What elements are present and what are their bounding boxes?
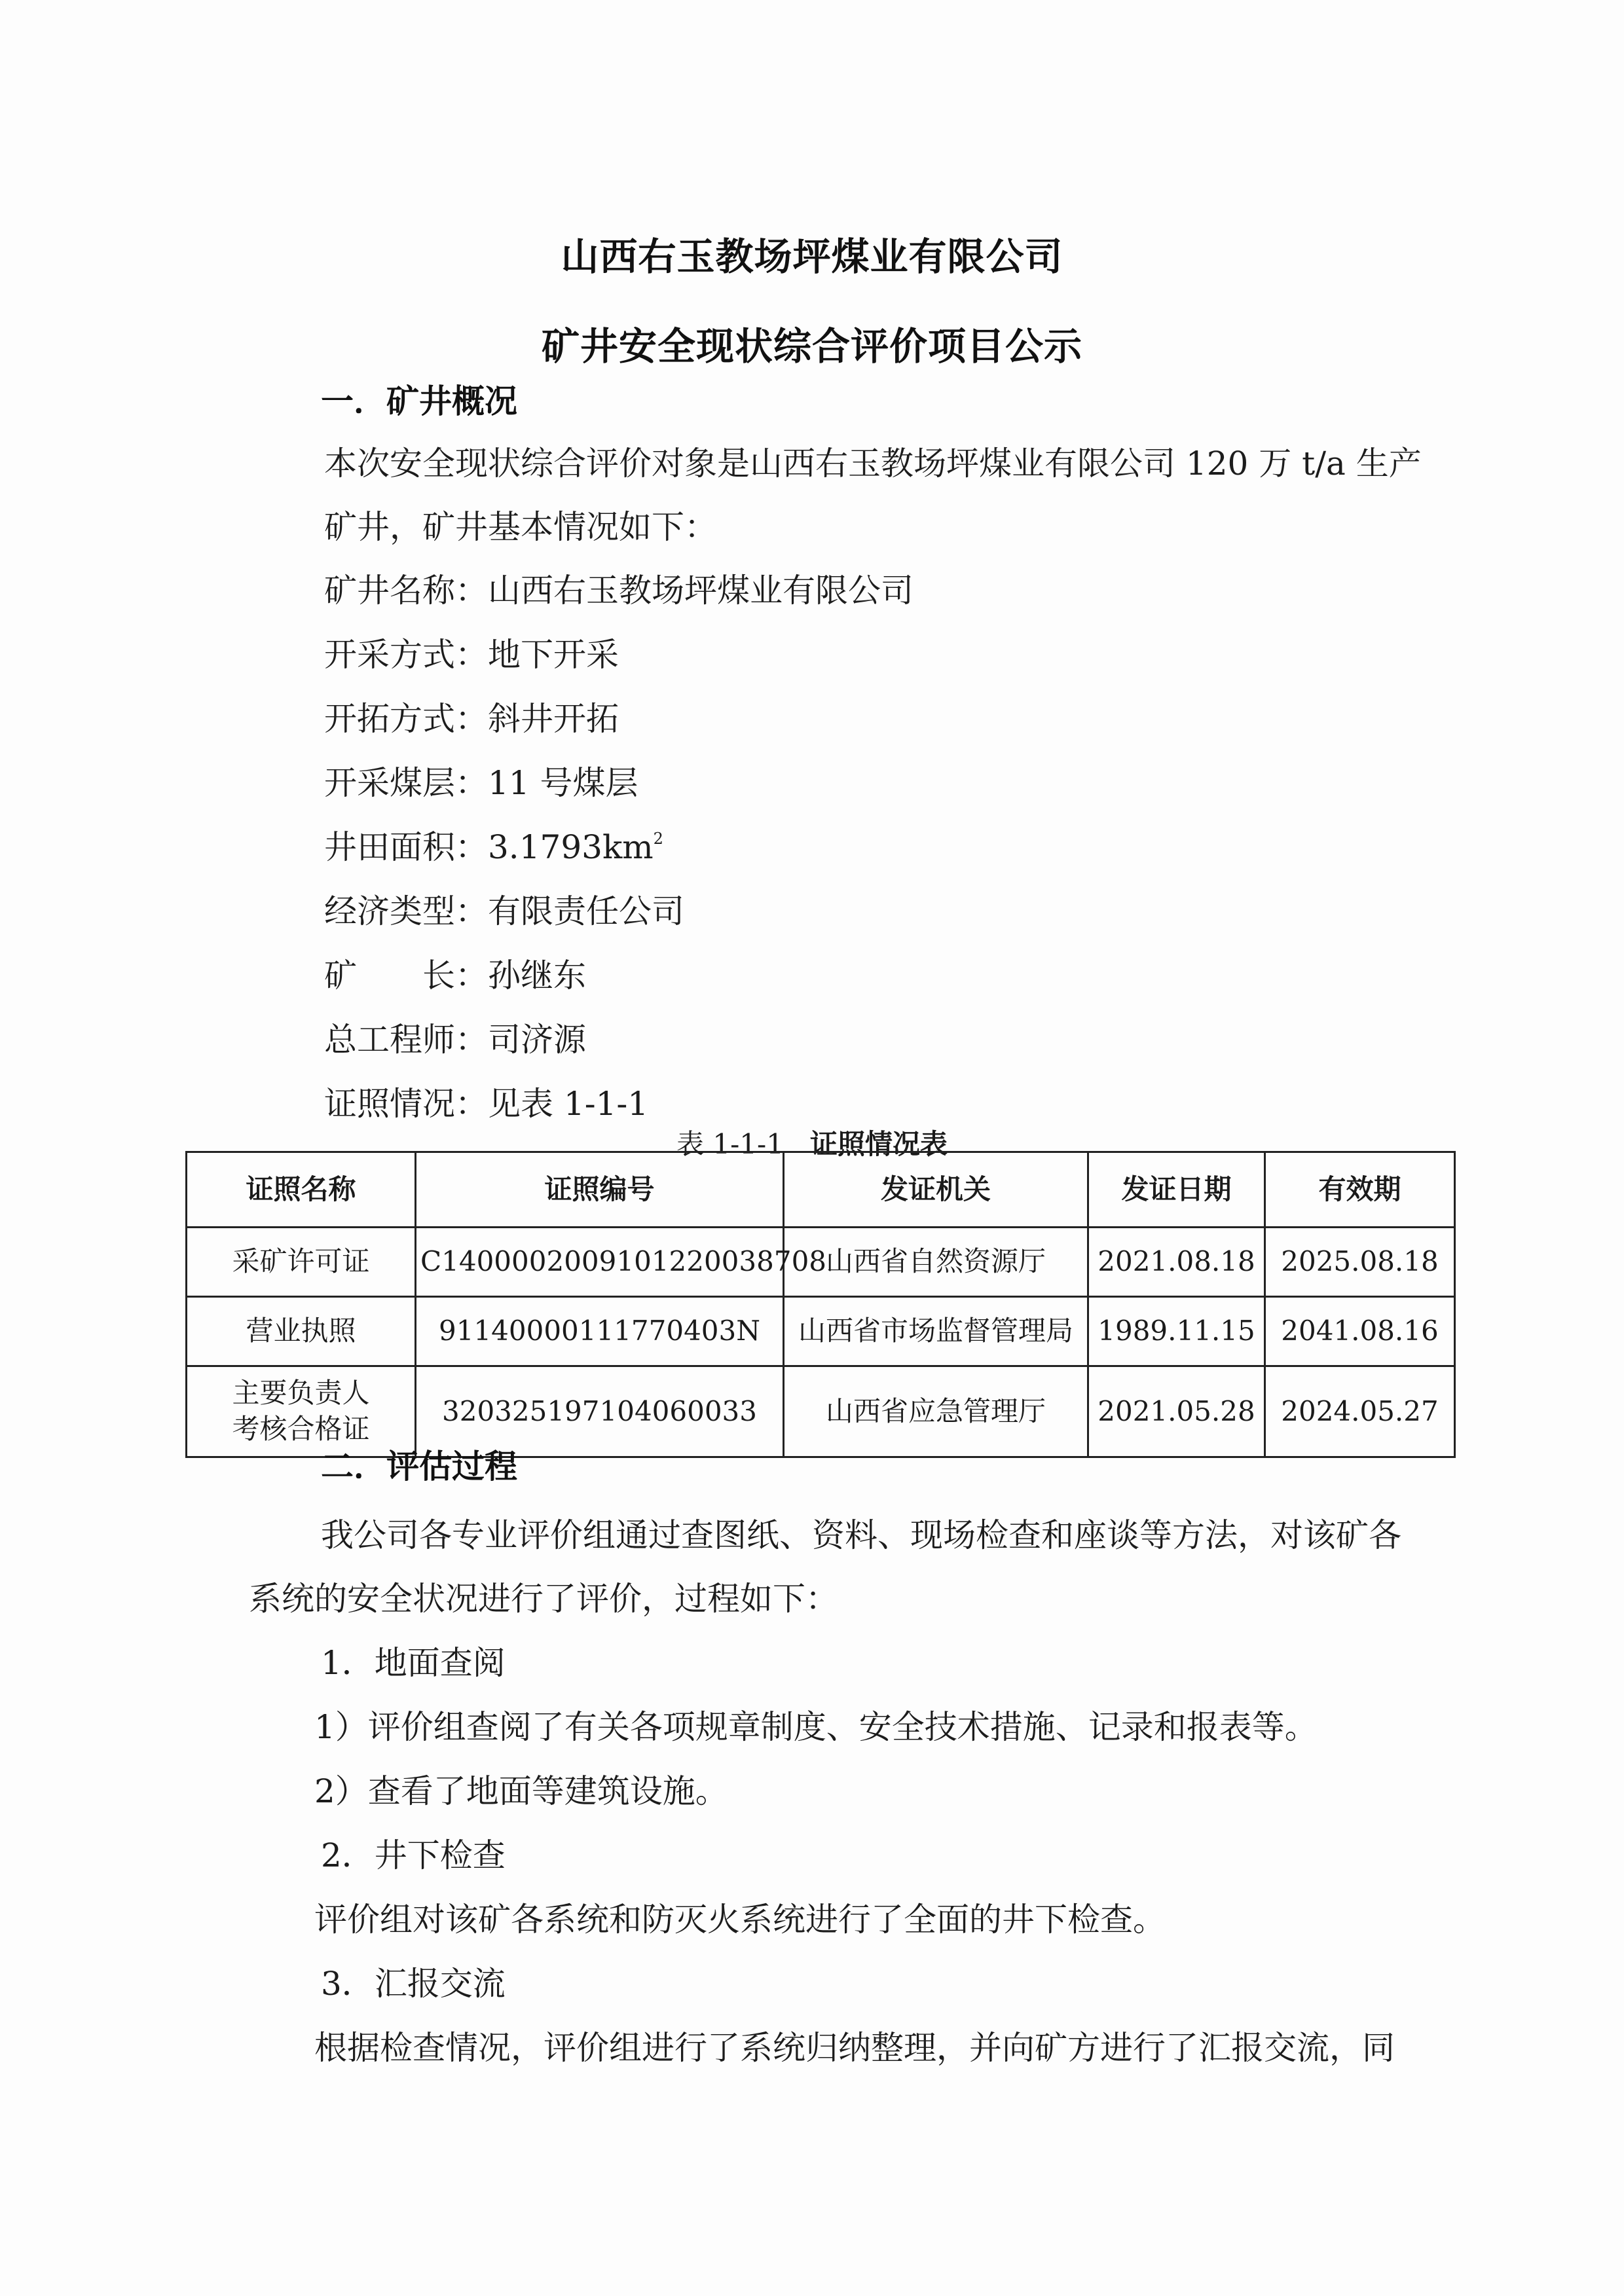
table-cell: 2021.08.18 [1088,1228,1265,1297]
table-header: 有效期 [1265,1152,1455,1228]
field-development-method [324,693,619,740]
field-economic-type [324,885,684,932]
field-mining-method [324,629,619,676]
field-value: 司济源 [488,1021,586,1059]
table-row [187,1297,1455,1366]
field-value: 3.1793km [488,828,654,866]
field-chief-engineer [324,1013,586,1061]
field-coal-seam [324,757,638,804]
item-1-title: 1．地面查阅 [321,1644,506,1682]
item-1-sub-2: 2）查看了地面等建筑设施。 [314,1772,728,1810]
item-1-sub-1: 1）评价组查阅了有关各项规章制度、安全技术措施、记录和报表等。 [314,1708,1318,1746]
field-label: 井田面积： [324,828,488,866]
field-value: 有限责任公司 [488,892,684,930]
table-cell: 2024.05.27 [1265,1366,1455,1457]
field-label: 开拓方式： [324,700,488,738]
para-1-line-2: 系统的安全状况进行了评价，过程如下： [249,1580,838,1618]
table-cell: 1989.11.15 [1088,1297,1265,1366]
table-cell: 山西省自然资源厅 [784,1228,1088,1297]
table-cell: 山西省市场监督管理局 [784,1297,1088,1366]
table-row [187,1228,1455,1297]
field-label: 证照情况： [324,1085,488,1123]
field-label: 开采煤层： [324,764,488,802]
field-mine-name [324,564,913,611]
field-field-area [324,821,663,868]
field-certificates [324,1078,648,1125]
title-line-2: 矿井安全现状综合评价项目公示 [541,324,1082,369]
table-caption-title: 证照情况表 [809,1128,948,1160]
certificate-table [185,1151,1456,1458]
table-caption-number: 表 1-1-1 [676,1128,784,1160]
para-1-line-1: 我公司各专业评价组通过查图纸、资料、现场检查和座谈等方法，对该矿各 [321,1516,1401,1554]
item-2-title: 2．井下检查 [321,1836,506,1874]
section-2-heading: 二．评估过程 [321,1448,517,1485]
field-value-superscript: 2 [653,829,663,848]
intro-line-1: 本次安全现状综合评价对象是山西右玉教场坪煤业有限公司 120 万 t/a 生产 [324,445,1422,483]
field-label: 矿 长： [324,957,488,994]
field-label: 矿井名称： [324,572,488,610]
table-header: 发证日期 [1088,1152,1265,1228]
item-3-title: 3．汇报交流 [321,1965,506,2003]
table-header-row [187,1152,1455,1228]
table-cell: 2021.05.28 [1088,1366,1265,1457]
table-header: 证照编号 [416,1152,784,1228]
field-label: 开采方式： [324,636,488,674]
table-cell: 2041.08.16 [1265,1297,1455,1366]
field-mine-director [324,949,586,996]
table-cell: C1400002009101220038708 [416,1228,784,1297]
table-cell: 91140000111770403N [416,1297,784,1366]
field-value: 孙继东 [488,957,586,994]
field-value: 11 号煤层 [488,764,638,802]
item-3-text: 根据检查情况，评价组进行了系统归纳整理，并向矿方进行了汇报交流，同 [314,2029,1395,2067]
table-cell: 320325197104060033 [416,1366,784,1457]
table-cell: 营业执照 [187,1297,416,1366]
field-value: 见表 1-1-1 [488,1085,649,1123]
table-header: 发证机关 [784,1152,1088,1228]
table-cell: 2025.08.18 [1265,1228,1455,1297]
field-value: 山西右玉教场坪煤业有限公司 [488,572,913,610]
item-2-text: 评价组对该矿各系统和防灭火系统进行了全面的井下检查。 [314,1901,1166,1939]
intro-line-2: 矿井，矿井基本情况如下： [324,508,717,546]
section-1-heading: 一．矿井概况 [321,382,517,420]
table-cell: 主要负责人 考核合格证 [187,1366,416,1457]
field-value: 地下开采 [488,636,619,674]
field-label: 经济类型： [324,892,488,930]
field-value: 斜井开拓 [488,700,619,738]
table-cell: 山西省应急管理厅 [784,1366,1088,1457]
title-line-1: 山西右玉教场坪煤业有限公司 [561,234,1063,279]
table-cell: 采矿许可证 [187,1228,416,1297]
table-header: 证照名称 [187,1152,416,1228]
field-label: 总工程师： [324,1021,488,1059]
